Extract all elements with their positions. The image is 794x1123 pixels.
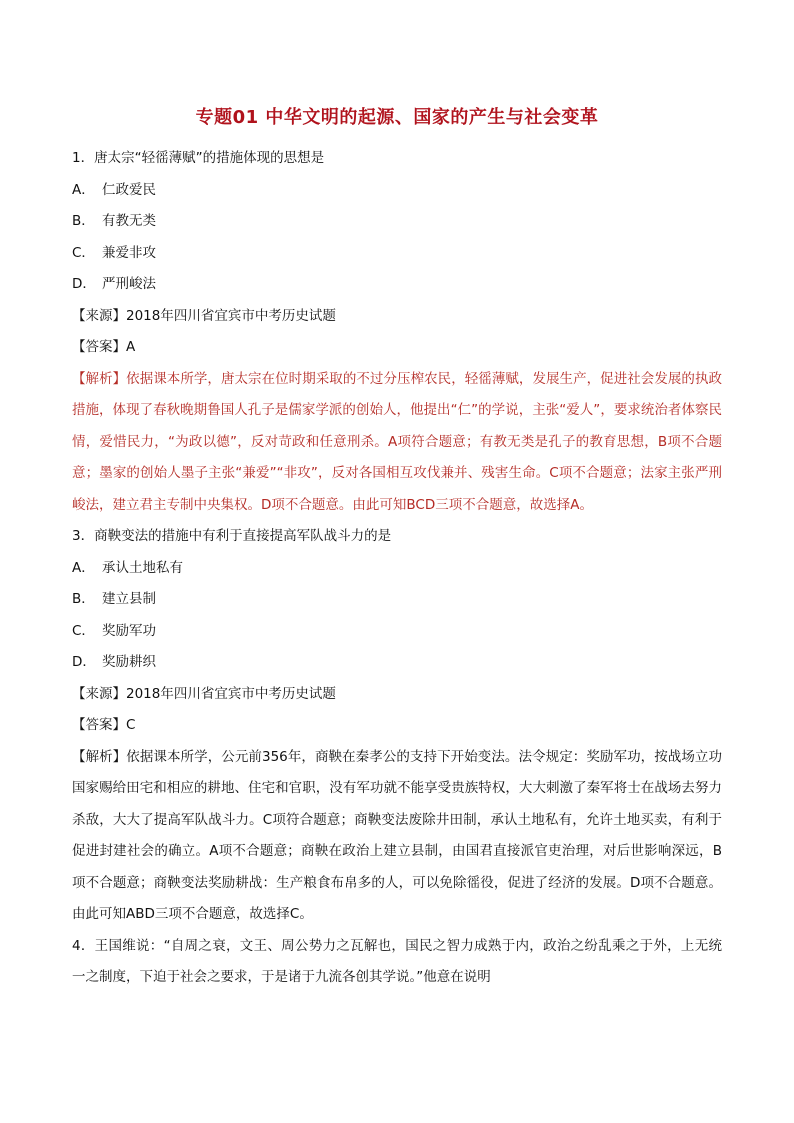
source-label: 【来源】: [72, 307, 126, 324]
answer-text: A: [126, 339, 136, 355]
question-1-option-c: [72, 238, 722, 270]
question-1-option-d: [72, 269, 722, 301]
option-tag: A．: [72, 559, 95, 576]
source-text: 2018年四川省宜宾市中考历史试题: [126, 307, 336, 324]
answer-label: 【答案】: [72, 717, 126, 733]
question-1-answer: [72, 332, 722, 364]
answer-label: 【答案】: [72, 339, 126, 355]
option-tag: B．: [72, 213, 95, 229]
option-text: 有教无类: [102, 213, 156, 229]
question-4-stem: 4．王国维说：“自周之衰，文王、周公势力之瓦解也，国民之智力成熟于内，政治之纷乱乘之于外，上无统一之制度，下迫于社会之要求，于是诸于九流各创其学说。”他意在说明: [72, 937, 722, 985]
option-tag: C．: [72, 244, 95, 261]
question-3-option-d: [72, 647, 722, 679]
answer-text: C: [126, 717, 136, 733]
question-3-option-b: [72, 584, 722, 616]
question-3-source: [72, 679, 722, 711]
question-3-option-a: [72, 553, 722, 585]
option-tag: A．: [72, 181, 95, 198]
analysis-text: 依据课本所学，唐太宗在位时期采取的不过分压榨农民，轻徭薄赋，发展生产，促进社会发展的执政措施，体现了春秋晚期鲁国人孔子是儒家学派的创始人，他提出“仁”的学说，主张“爱人”，要求统治者体察民情，爱惜民力，“为政以德”，反对苛政和任意刑杀。A项符合题意；有教无类是孔子的教育思想，B项不合题意；墨家的创始人墨子主张“兼爱”“非攻”，反对各国相互攻伐兼并、残害生命。C项不合题意；法家主张严刑峻法，建立君主专制中央集权。D项不合题意。由此可知BCD三项不合题意，故选择A。: [72, 370, 723, 513]
question-3-answer: [72, 710, 722, 742]
question-1-analysis: [72, 364, 722, 522]
page-title: 专题01 中华文明的起源、国家的产生与社会变革: [195, 107, 599, 128]
question-3-option-c: [72, 616, 722, 648]
question-1-stem: 1．唐太宗“轻徭薄赋”的措施体现的思想是: [72, 150, 325, 166]
option-text: 建立县制: [102, 591, 156, 607]
analysis-label: 【解析】: [72, 748, 127, 765]
option-tag: D．: [72, 276, 96, 292]
option-tag: C．: [72, 622, 95, 639]
question-1-option-b: [72, 206, 722, 238]
question-1-option-a: [72, 175, 722, 207]
question-1-source: [72, 301, 722, 333]
source-text: 2018年四川省宜宾市中考历史试题: [126, 685, 336, 702]
analysis-text: 依据课本所学，公元前356年，商鞅在秦孝公的支持下开始变法。法令规定：奖励军功，按战场立功国家赐给田宅和相应的耕地、住宅和官职，没有军功就不能享受贵族特权，大大刺激了秦军将士在战场去努力杀敌，大大了提高军队战斗力。C项符合题意；商鞅变法废除井田制，承认土地私有，允许土地买卖，有利于促进封建社会的确立。A项不合题意；商鞅在政治上建立县制，由国君直接派官吏治理，对后世影响深远，B项不合题意；商鞅变法奖励耕战：生产粮食布帛多的人，可以免除徭役，促进了经济的发展。D项不合题意。由此可知ABD三项不合题意，故选择C。: [72, 748, 722, 922]
option-text: 承认土地私有: [102, 559, 183, 576]
analysis-label: 【解析】: [72, 370, 127, 387]
option-text: 仁政爱民: [102, 181, 156, 198]
question-3-stem: 3．商鞅变法的措施中有利于直接提高军队战斗力的是: [72, 528, 392, 544]
option-tag: D．: [72, 654, 96, 670]
option-text: 兼爱非攻: [102, 244, 156, 261]
option-text: 严刑峻法: [102, 276, 156, 292]
question-list: [72, 143, 722, 994]
option-text: 奖励耕织: [102, 654, 156, 670]
option-tag: B．: [72, 591, 95, 607]
question-3-analysis: [72, 742, 722, 931]
option-text: 奖励军功: [102, 622, 156, 639]
source-label: 【来源】: [72, 685, 126, 702]
